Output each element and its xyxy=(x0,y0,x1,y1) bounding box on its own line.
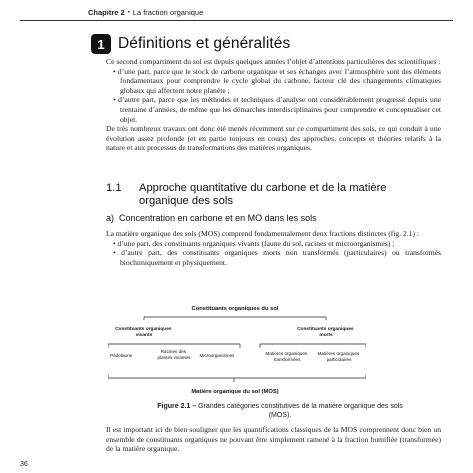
figure-svg xyxy=(108,296,366,406)
figure-bottom-label: Matière organique du sol (MOS) xyxy=(191,389,279,395)
header-separator: • xyxy=(127,10,130,16)
subsubsection-title: Concentration en carbone et en MO dans les sols xyxy=(119,213,317,223)
header-chapter: Chapitre 2 xyxy=(88,8,125,17)
figure-living-label: Constituants organiques vivants xyxy=(115,327,172,338)
header-rule xyxy=(20,20,453,21)
intro-lead: Ce second compartiment du sol est depuis quelques années l’objet d’attentions particulières des scientifiques : xyxy=(106,57,441,66)
figure-leaf-racines: Racines des plantes vivantes xyxy=(157,349,191,360)
figure-caption-label: Figure 2.1 – xyxy=(157,403,197,410)
closing-paragraph: Il est important ici de bien souligner que les quantifications classiques de la MOS comprennent donc bien un ensemble de constituants organiques ne pouvant être simplement ramené à la fraction humifiée (transformée) de la matière organique. xyxy=(106,425,441,454)
intro-closing: De très nombreux travaux ont donc été menés récemment sur ce compartiment des sols, ce qui conduit à une évolution assez profonde (et en partie toujours en cours) des approches, concepts et théories relatifs à la nature et aux processus de transformations des matières organiques. xyxy=(106,124,441,153)
figure-diagram xyxy=(108,296,366,406)
intro-bullet-2: • d’autre part, parce que les méthodes et techniques d’analyse ont considérablement progressé depuis une trentaine d’années, de même que les démarches interdisciplinaires pour comprendre et conceptualiser cet objet. xyxy=(113,95,441,124)
figure-leaf-transformees: Matières organiques transformées xyxy=(265,351,308,362)
section-number-badge: 1 xyxy=(91,34,111,54)
subsection-title: Approche quantitative du carbone et de la matière organique des sols xyxy=(139,182,387,207)
figure-caption-text: Grandes catégories constitutives de la matière organique des sols (MOS). xyxy=(198,403,403,419)
figure-leaf-pedofaune: Pédofaune xyxy=(110,353,133,358)
running-header xyxy=(88,8,203,17)
body-bullet-2: • d’autre part, des constituants organiques morts non transformés (particulaires) ou transformés biochimiquement et physiquement. xyxy=(113,248,441,267)
intro-bullet-1: • d’une part, parce que le stock de carbone organique et ses échanges avec l’atmosphère sont des éléments fondamentaux pour comprendre le cycle global du carbone, facteur clé des changements climatiques globaux qui affectent notre planète ; xyxy=(113,66,441,95)
body-lead: La matière organique des sols (MOS) comprend fondamentalement deux fractions distinctes (fig. 2.1) : xyxy=(106,229,420,238)
body-block xyxy=(106,229,441,267)
figure-leaf-particulaires: Matières organiques particulaires xyxy=(317,351,360,362)
figure-leaf-microorganismes: Microorganismes xyxy=(199,353,235,358)
subsection-heading xyxy=(106,182,409,208)
page-number: 36 xyxy=(20,461,28,468)
figure-caption xyxy=(150,403,410,420)
header-title: La fraction organique xyxy=(132,8,204,17)
subsubsection-letter: a) xyxy=(106,213,115,223)
closing-block xyxy=(106,425,441,454)
body-bullet-1: • d’une part, des constituants organiques vivants (faune du sol, racines et microorganismes) ; xyxy=(113,238,395,248)
section-title: Définitions et généralités xyxy=(118,35,291,52)
subsubsection-heading xyxy=(106,213,317,223)
figure-top-label: Constituants organiques du sol xyxy=(191,306,279,312)
subsection-number: 1.1 xyxy=(106,182,122,194)
figure-dead-label: Constituants organiques morts xyxy=(297,327,354,338)
section-heading xyxy=(91,34,290,54)
intro-block xyxy=(106,57,441,153)
